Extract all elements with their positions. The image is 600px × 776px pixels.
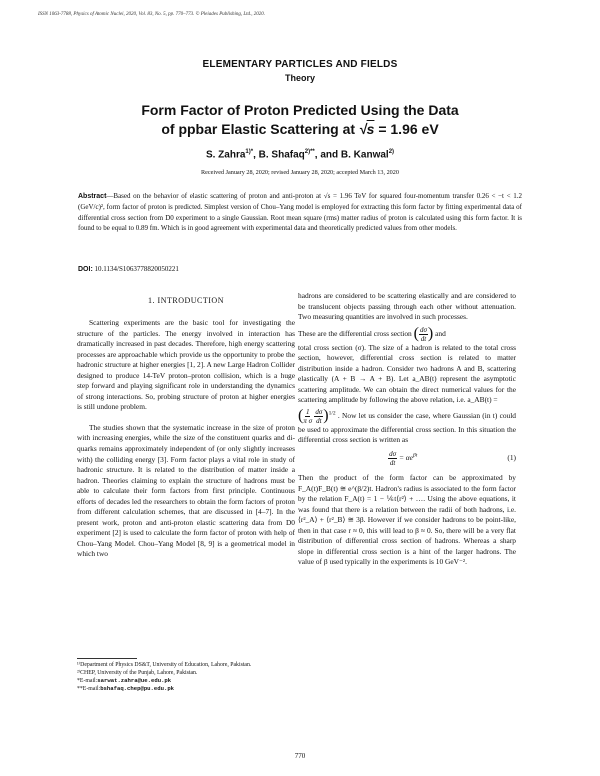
paper-title-line2 xyxy=(0,120,600,139)
fraction-dsig-dt xyxy=(314,408,323,425)
fraction-numerator: dσ xyxy=(389,450,397,459)
fraction-dsig-dt xyxy=(419,326,428,343)
equation-1 xyxy=(298,450,516,467)
page-number: 770 xyxy=(294,752,306,760)
footnote-email-1 xyxy=(77,677,297,685)
paren-close: ) xyxy=(427,324,434,342)
email-link[interactable]: bshafaq.chep@pu.edu.pk xyxy=(100,685,175,692)
author-3: B. Kanwal xyxy=(340,149,389,161)
paragraph xyxy=(298,408,516,446)
doi xyxy=(78,265,179,273)
text-span: These are the differential cross section xyxy=(298,328,412,338)
abstract-label: Abstract xyxy=(78,193,107,200)
authors xyxy=(0,149,600,160)
journal-header: ISSN 1063-7788, Physics of Atomic Nuclei, 2020, Vol. 83, No. 5, pp. 770–773. © Pleiades Publishing, Ltd., 2020. xyxy=(38,12,266,17)
title-prefix: of ppbar Elastic Scattering at xyxy=(161,121,359,137)
author-separator: , xyxy=(253,149,259,161)
abstract xyxy=(78,191,522,233)
footnote-affiliation-1: ¹⁾Department of Physics DS&T, University of Education, Lahore, Pakistan. xyxy=(77,662,252,668)
title-energy: = 1.96 eV xyxy=(378,121,439,137)
author-2-mark: 2)** xyxy=(304,149,315,155)
abstract-text: —Based on the behavior of elastic scattering of proton and anti-proton at √s = 1.96 TeV for squared four-momentum transfer 0.26 < −t < 1.2 (GeV/c)², form factor of proton is predicted. Simplest version of Chou–Yang model is employed for extracting this form factor by fitting experimental data of differential cross section from D0 experiment to a single Gaussian. Root mean square (rms) matter radius of proton is calculated using this form factor. It is found to be equal to 0.89 fm. Which is in good agreement with experimental data and theoretically predicted values from other models. xyxy=(78,192,522,232)
fraction-one-over-pisig xyxy=(303,408,312,425)
left-column xyxy=(77,318,295,560)
equation-body xyxy=(298,450,507,467)
footnote-affiliation-2: ²⁾CHEP, University of the Punjab, Lahore, Pakistan. xyxy=(77,670,198,676)
equation-number: (1) xyxy=(507,453,516,463)
author-2: B. Shafaq xyxy=(258,149,305,161)
paper-title-line1: Form Factor of Proton Predicted Using the Data xyxy=(141,102,459,118)
right-column xyxy=(298,291,516,568)
intro-heading: 1. INTRODUCTION xyxy=(148,296,224,305)
received-dates: Received January 28, 2020; revised January 28, 2020; accepted March 13, 2020 xyxy=(201,169,399,176)
author-1-mark: 1)* xyxy=(245,149,254,155)
exponent-half: 1/2 xyxy=(328,410,336,417)
section-subheading: Theory xyxy=(284,73,315,83)
fraction-numerator: dσ xyxy=(315,407,323,416)
paren-close: ) xyxy=(323,407,329,425)
paren-open: ( xyxy=(298,407,304,425)
paragraph: hadrons are considered to be scattering elastically and are considered to be translucent objects passing through each other without attenuation. Two measuring quantities are involved in such processes. xyxy=(298,291,516,322)
fraction-numerator: dσ xyxy=(419,325,427,334)
email-link[interactable]: sarwat.zahra@ue.edu.pk xyxy=(97,677,172,684)
paragraph: Then the product of the form factor can be approximated by F_A(t)F_B(t) ≅ e^(β/2)t. Hadron's radius is associated to the form factor by the relation F_A(t) = 1 − ⅙t⟨r²⟩ + …. Using the above equations, it was found that there is a relation between the radii of both hadrons, i.e. ⟨r²_A⟩ + ⟨r²_B⟩ ≅ 3β. However if we consider hadrons to be point-like, then in that case r ≈ 0, this will lead to β ≈ 0. So, there will be a very flat distribution of differential cross section of hadrons. Whereas a sharp slope in differential cross section is a hint of the larger hadrons. The value of β used typically in the experiments is 10 GeV⁻². xyxy=(298,473,516,567)
fraction-denominator: dt xyxy=(420,334,427,343)
paren-open: ( xyxy=(413,324,419,342)
author-1: S. Zahra xyxy=(205,149,246,161)
author-3-mark: 2) xyxy=(388,149,395,155)
fraction-numerator: 1 xyxy=(305,407,310,416)
paragraph xyxy=(298,326,516,343)
fraction-dsig-dt xyxy=(388,450,397,467)
footnote-email-2 xyxy=(77,685,297,693)
paragraph: total cross section (σ). The size of a hadron is related to the total cross section, however, differential cross section is related to matter distribution inside a hadron. Consider two hadrons A and B, scattering elastically (A + B → A + B). Let a_AB(t) represent the asymptotic scattering amplitude. We can obtain the direct numerical values for the scattering amplitude by following the above relation, i.e. a_AB(t) = xyxy=(298,342,516,405)
author-separator: , and xyxy=(314,149,341,161)
sqrt-s-symbol: √s xyxy=(358,121,375,137)
equation-rhs: = αe xyxy=(398,453,413,463)
equation-exponent: βt xyxy=(412,452,418,459)
email-prefix: *E-mail: xyxy=(77,678,98,684)
email-prefix: **E-mail: xyxy=(77,686,101,692)
section-heading: ELEMENTARY PARTICLES AND FIELDS xyxy=(202,59,398,70)
fraction-denominator: π σ xyxy=(303,416,313,425)
fraction-denominator: dt xyxy=(389,459,396,468)
paragraph: The studies shown that the systematic increase in the size of proton with increasing energies, while the size of the constituent quarks and di-quarks remains approximately independent of (or only slightly increases with) the colliding energy [3]. Form factor plays a vital role in study of hadronic structure. It is related to the distribution of matter inside a hadron. Theories claiming to explain the structure of hadrons must be able to calculate their form factors from first principle. Continuous efforts of decades led the researchers to obtain the form factors of proton from different calculation schemes, that are discussed in [4–7]. In the present work, proton and anti-proton elastic scattering data from D0 experiment [2] is used to calculate the form factor of proton with help of Chou–Yang Model. Chou–Yang Model [8, 9] is a geometrical model in which two xyxy=(77,422,295,559)
paragraph: Scattering experiments are the basic tool for investigating the structure of the particles. The energy involved in interaction has dramatically increased in past decades. Therefore, high energy scattering processes are approachable which provide us the opportunity to probe the hadronic structure at higher energies [1, 2]. A new Large Hadron Collider designed to produce 14-TeV proton–proton collision, which is a huge step forward and playing significant role in understanding the dynamics of strong interactions. So, probing structure of proton at higher energies is still undone problem. xyxy=(77,318,295,412)
footnotes xyxy=(77,661,297,693)
doi-label: DOI: xyxy=(78,266,93,273)
fraction-denominator: dt xyxy=(316,416,322,425)
text-span: . Now let us consider the case, where Gaussian (in t) could be used to approximate the differential cross section. In this situation the differential cross section is written as xyxy=(298,411,516,445)
footnote-rule xyxy=(77,658,137,659)
doi-link[interactable]: 10.1134/S1063778820050221 xyxy=(94,265,179,273)
text-span: and xyxy=(435,328,446,338)
